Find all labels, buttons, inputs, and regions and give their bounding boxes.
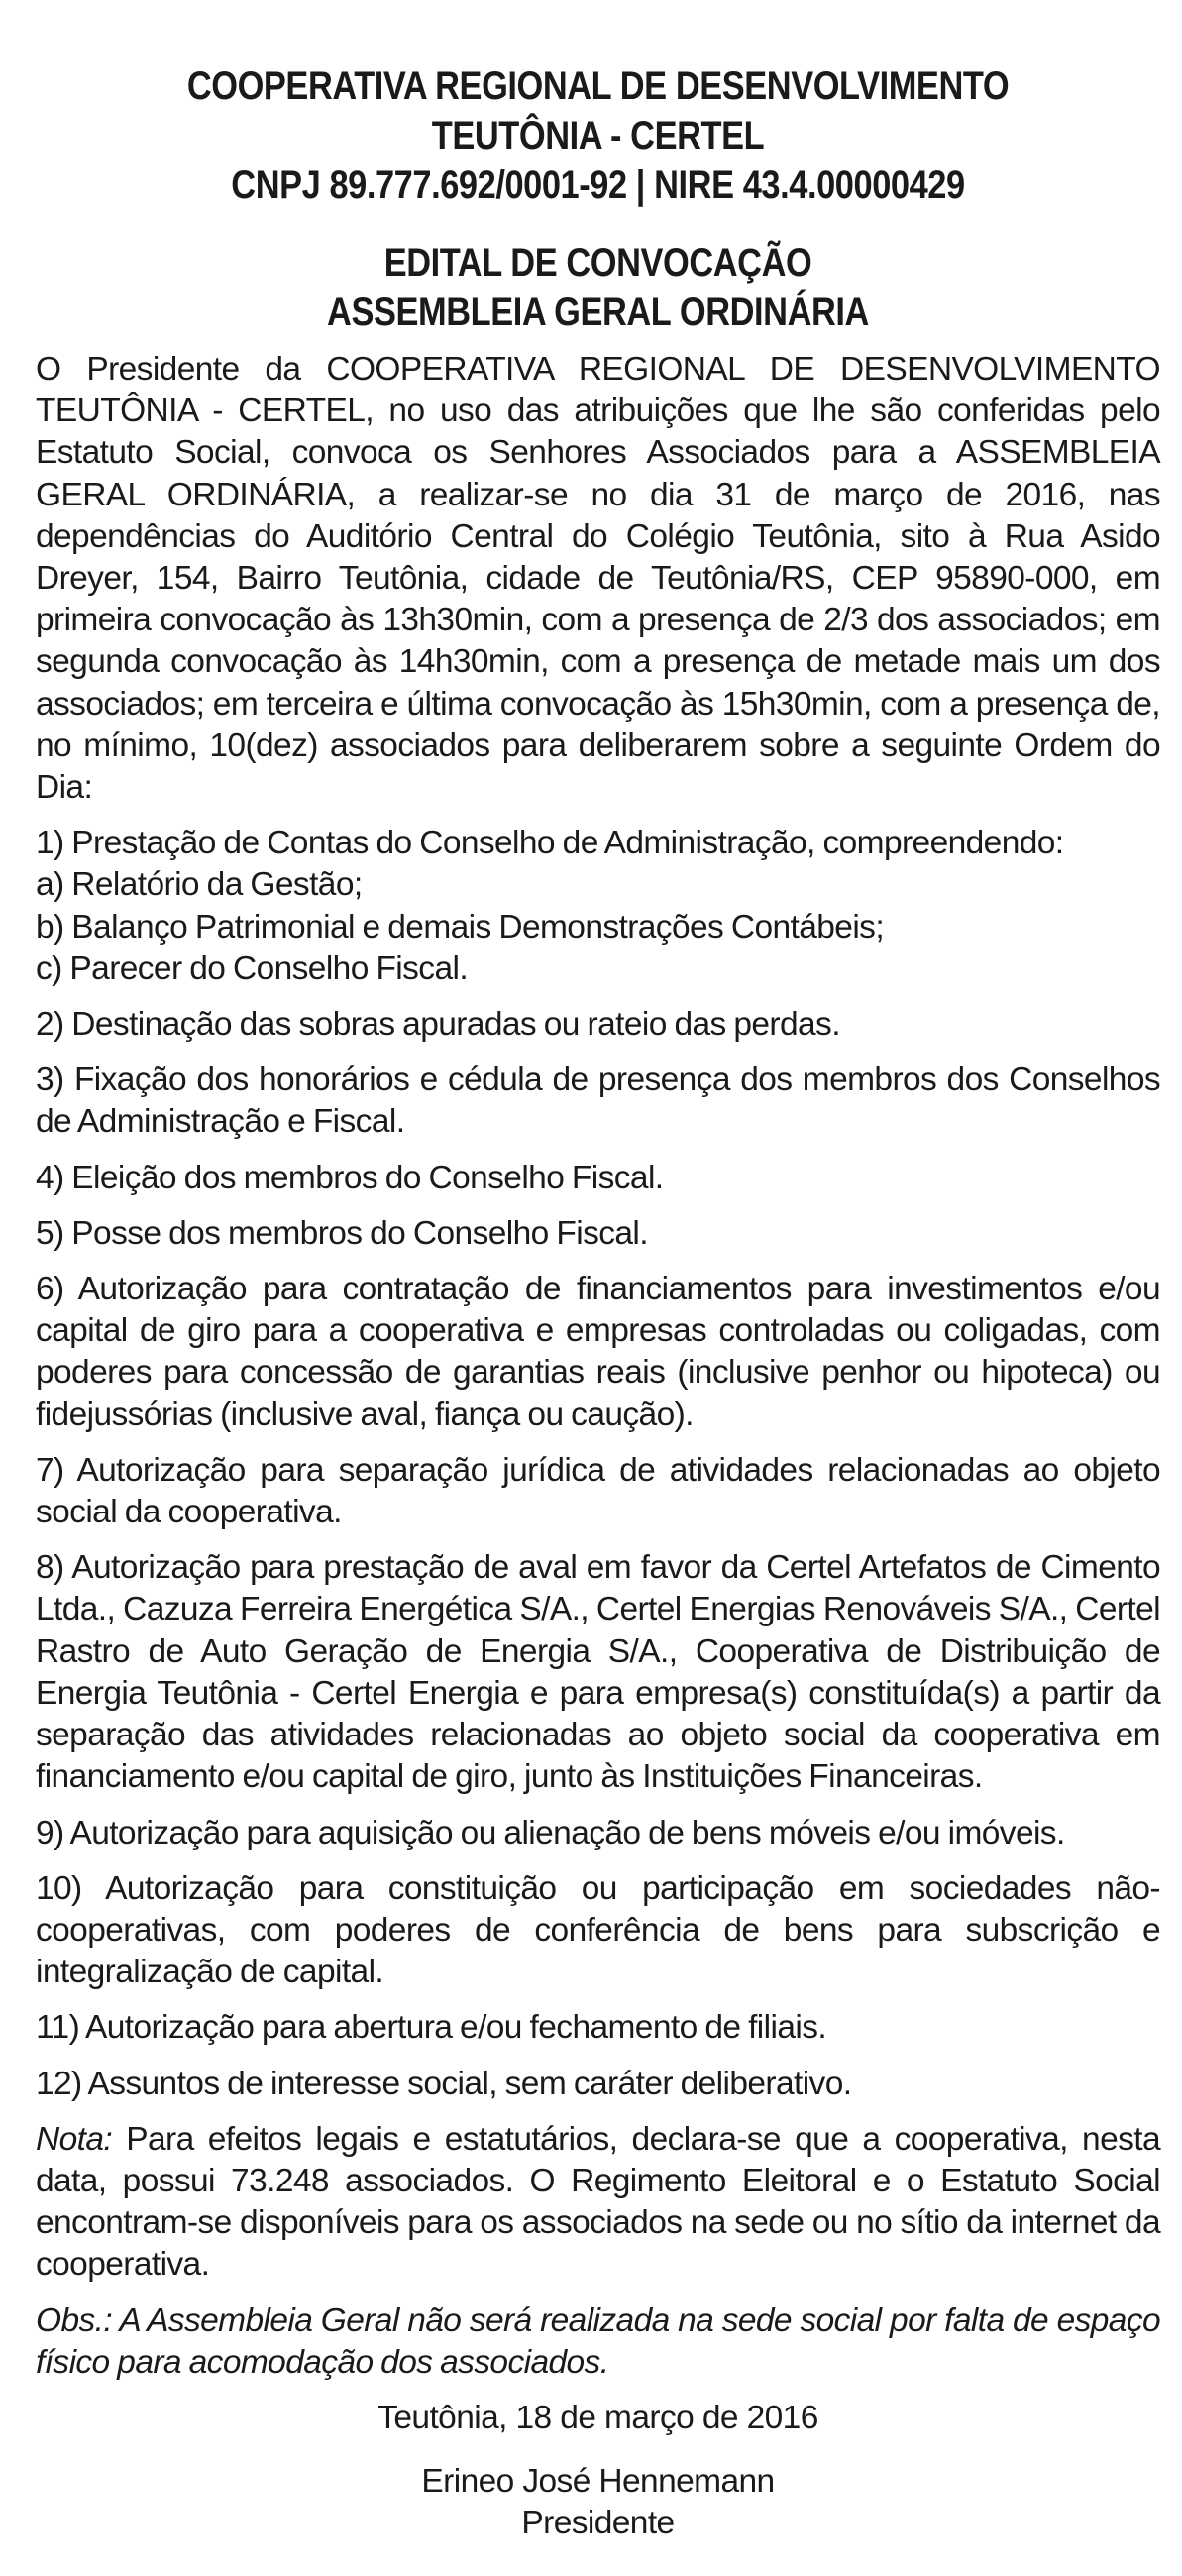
obs-paragraph: Obs.: A Assembleia Geral não será realizada na sede social por falta de espaço físico para acomodação dos associados.: [36, 2301, 1160, 2381]
agenda-item-1c: c) Parecer do Conselho Fiscal.: [36, 950, 469, 987]
organization-name: COOPERATIVA REGIONAL DE DESENVOLVIMENTO: [186, 64, 1010, 108]
agenda-item-1: [36, 823, 1160, 990]
place-date: Teutônia, 18 de março de 2016: [377, 2399, 818, 2436]
intro-paragraph: O Presidente da COOPERATIVA REGIONAL DE DESENVOLVIMENTO TEUTÔNIA - CERTEL, no uso das atribuições que lhe são conferidas pelo Estatuto Social, convoca os Senhores Associados para a ASSEMBLEIA GERAL ORDINÁRIA, a realizar-se no dia 31 de março de 2016, nas dependências do Auditório Central do Colégio Teutônia, sito à Rua Asido Dreyer, 154, Bairro Teutônia, cidade de Teutônia/RS, CEP 95890-000, em primeira convocação às 13h30min, com a presença de 2/3 dos associados; em segunda convocação às 14h30min, com a presença de metade mais um dos associados; em terceira e última convocação às 15h30min, com a presença de, no mínimo, 10(dez) associados para deliberarem sobre a seguinte Ordem do Dia:: [36, 351, 1160, 807]
agenda-item-1b: b) Balanço Patrimonial e demais Demonstrações Contábeis;: [36, 908, 885, 946]
signature-block: [36, 2398, 1160, 2545]
nota-label: Nota:: [36, 2120, 113, 2158]
nota-text: Para efeitos legais e estatutários, declara-se que a cooperativa, nesta data, possui 73.248 associados. O Regimento Eleitoral e o Estatuto Social encontram-se disponíveis para os associados na sede ou no sítio da internet da cooperativa.: [36, 2120, 1160, 2284]
signer-name: Erineo José Hennemann: [421, 2463, 775, 2501]
agenda-item-10: 10) Autorização para constituição ou participação em sociedades não-cooperativas, com poderes de conferência de bens para subscrição e integralização de capital.: [36, 1869, 1160, 1991]
agenda-item-6: 6) Autorização para contratação de financiamentos para investimentos e/ou capital de giro para a cooperativa e empresas controladas ou coligadas, com poderes para concessão de garantias reais (inclusive penhor ou hipoteca) ou fidejussórias (inclusive aval, fiança ou caução).: [36, 1271, 1160, 1433]
signer-role: Presidente: [521, 2505, 675, 2542]
agenda-item-1-text: 1) Prestação de Contas do Conselho de Administração, compreendendo:: [36, 825, 1064, 862]
notice-subtitle: ASSEMBLEIA GERAL ORDINÁRIA: [327, 290, 869, 334]
agenda-item-4: 4) Eleição dos membros do Conselho Fiscal.: [36, 1159, 664, 1196]
agenda-item-7: 7) Autorização para separação jurídica de atividades relacionadas ao objeto social da cooperativa.: [36, 1451, 1160, 1531]
notice-title: EDITAL DE CONVOCAÇÃO: [383, 241, 812, 284]
organization-name-cont: TEUTÔNIA - CERTEL: [431, 114, 765, 158]
agenda-item-8: 8) Autorização para prestação de aval em favor da Certel Artefatos de Cimento Ltda., Cazuza Ferreira Energética S/A., Certel Energias Renováveis S/A., Certel Rastro de Auto Geração de Energia S/A., Cooperativa de Distribuição de Energia Teutônia - Certel Energia e para empresa(s) constituída(s) a partir da separação das atividades relacionadas ao objeto social da cooperativa em financiamento e/ou capital de giro, junto às Instituições Financeiras.: [36, 1549, 1160, 1796]
agenda-item-3: 3) Fixação dos honorários e cédula de presença dos membros dos Conselhos de Administração e Fiscal.: [36, 1062, 1160, 1141]
registration-numbers: CNPJ 89.777.692/0001-92 | NIRE 43.4.00000429: [231, 164, 965, 207]
agenda-item-2: 2) Destinação das sobras apuradas ou rateio das perdas.: [36, 1006, 840, 1044]
agenda-item-1a: a) Relatório da Gestão;: [36, 866, 363, 904]
agenda-item-5: 5) Posse dos membros do Conselho Fiscal.: [36, 1214, 648, 1252]
agenda-item-11: 11) Autorização para abertura e/ou fechamento de filiais.: [36, 2009, 827, 2047]
notice-body: [36, 349, 1160, 2384]
notice-header: [114, 61, 1081, 337]
agenda-item-9: 9) Autorização para aquisição ou alienação de bens móveis e/ou imóveis.: [36, 1814, 1065, 1851]
agenda-item-12: 12) Assuntos de interesse social, sem caráter deliberativo.: [36, 2065, 852, 2102]
nota-paragraph: [36, 2119, 1160, 2287]
